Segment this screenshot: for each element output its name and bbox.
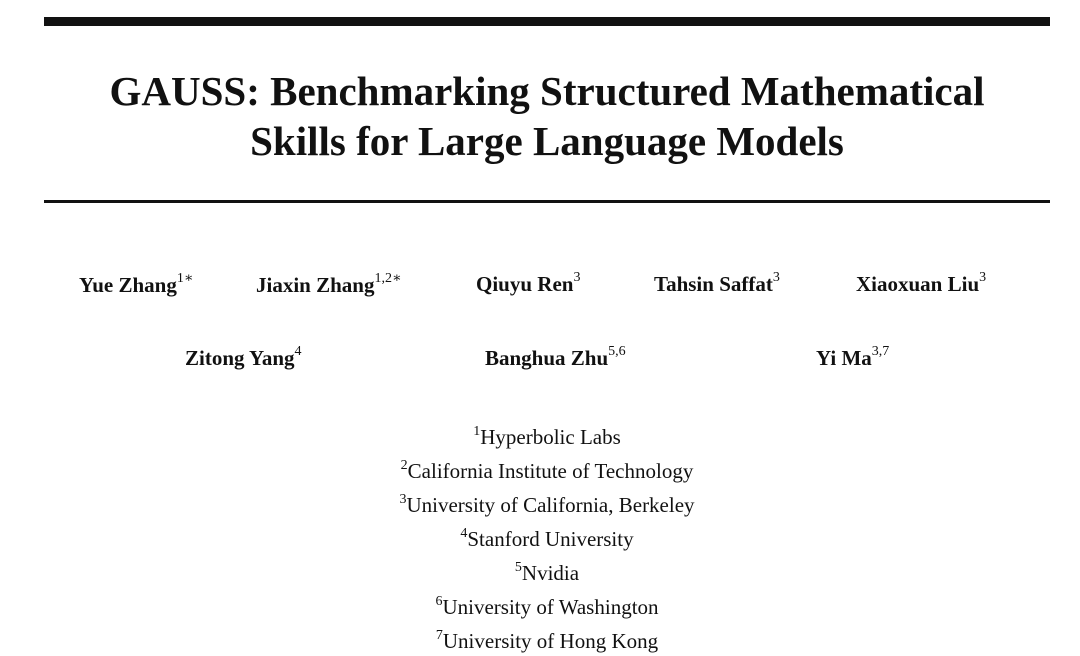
author-affil-marks: 5,6	[608, 344, 626, 359]
author-affil-marks: 3	[573, 270, 581, 285]
affiliation-1	[44, 418, 1050, 452]
author-name: Yue Zhang	[79, 273, 177, 297]
affiliation-4	[44, 520, 1050, 554]
affiliation-name: University of Hong Kong	[442, 629, 659, 653]
affiliation-name: University of California, Berkeley	[406, 493, 695, 517]
author-affil-marks: 1∗	[176, 271, 194, 286]
author-name: Jiaxin Zhang	[256, 273, 375, 297]
author-name: Yi Ma	[816, 346, 872, 370]
affiliation-name: University of Washington	[442, 595, 659, 619]
author-affil-marks: 3	[979, 270, 987, 285]
author-qiuyu-ren	[476, 272, 580, 297]
author-yue-zhang	[79, 272, 193, 298]
affiliation-7	[44, 622, 1050, 656]
author-xiaoxuan-liu	[856, 272, 986, 297]
author-jiaxin-zhang	[256, 272, 401, 298]
title-line-2: Skills for Large Language Models	[250, 118, 844, 164]
author-name: Zitong Yang	[185, 346, 295, 370]
author-name: Tahsin Saffat	[654, 272, 773, 296]
bottom-rule	[44, 200, 1050, 203]
affiliation-number: 3	[399, 492, 407, 507]
affiliation-name: Stanford University	[467, 527, 634, 551]
affiliation-name: Hyperbolic Labs	[480, 425, 621, 449]
author-affil-marks: 1,2∗	[374, 271, 402, 286]
author-affil-marks: 4	[294, 344, 302, 359]
top-rule	[44, 17, 1050, 26]
affiliation-5	[44, 554, 1050, 588]
author-banghua-zhu	[485, 346, 626, 371]
author-affil-marks: 3,7	[871, 344, 890, 359]
author-name: Xiaoxuan Liu	[856, 272, 980, 296]
affiliation-number: 4	[460, 526, 468, 541]
affiliation-3	[44, 486, 1050, 520]
author-affil-marks: 3	[772, 270, 780, 285]
title-line-1: GAUSS: Benchmarking Structured Mathematical	[109, 68, 985, 114]
affiliation-number: 2	[400, 458, 408, 473]
paper-title	[44, 66, 1050, 166]
affiliation-number: 1	[473, 424, 481, 439]
affiliation-2	[44, 452, 1050, 486]
affiliation-number: 7	[435, 628, 443, 643]
affiliations	[44, 418, 1050, 656]
affiliation-number: 5	[514, 560, 522, 575]
affiliation-name: Nvidia	[521, 561, 580, 585]
author-yi-ma	[816, 346, 889, 371]
affiliation-number: 6	[435, 594, 443, 609]
author-zitong-yang	[185, 346, 302, 371]
affiliation-name: California Institute of Technology	[407, 459, 694, 483]
affiliation-6	[44, 588, 1050, 622]
author-tahsin-saffat	[654, 272, 780, 297]
author-name: Qiuyu Ren	[476, 272, 574, 296]
author-name: Banghua Zhu	[485, 346, 609, 370]
